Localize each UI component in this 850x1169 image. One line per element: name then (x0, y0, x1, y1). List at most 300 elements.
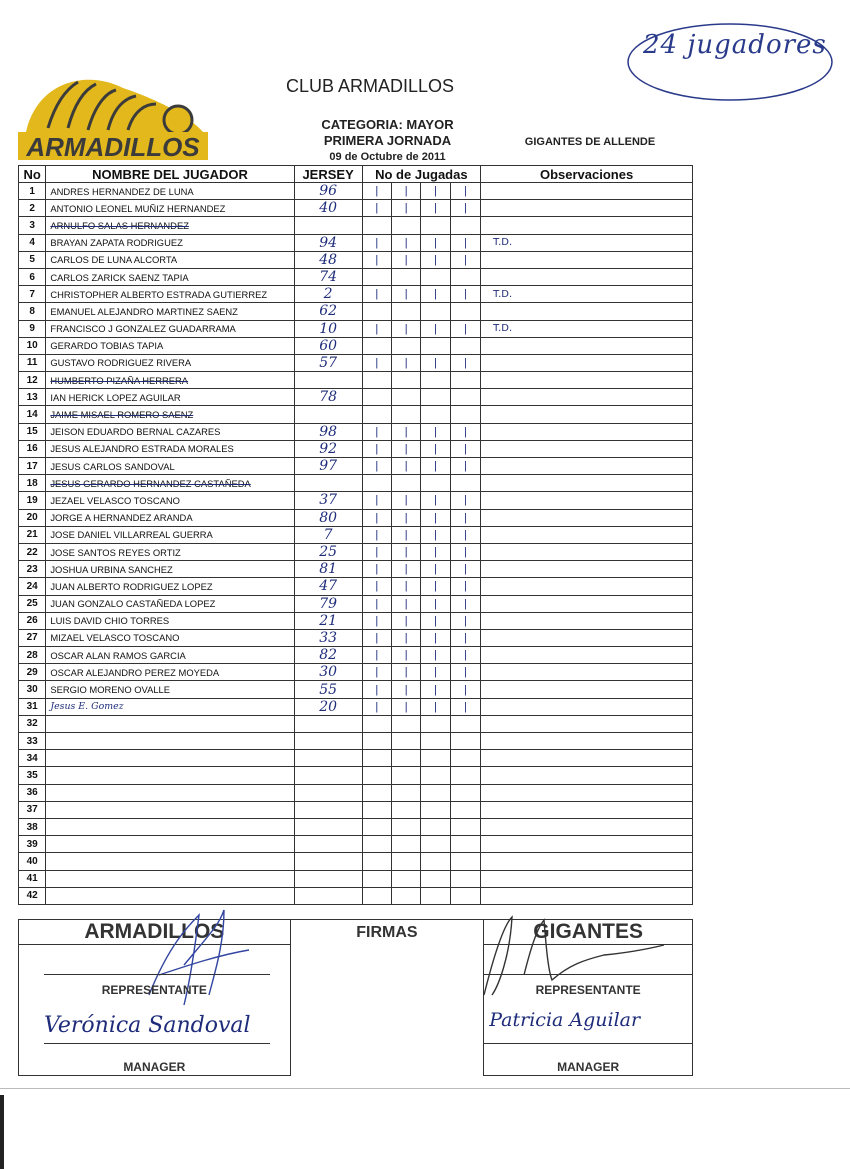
player-name: FRANCISCO J GONZALEZ GUADARRAMA (46, 320, 294, 337)
play-tally: | (450, 509, 480, 526)
player-name: JUAN ALBERTO RODRIGUEZ LOPEZ (46, 578, 294, 595)
player-name: EMANUEL ALEJANDRO MARTINEZ SAENZ (46, 303, 294, 320)
player-name: JAIME MISAEL ROMERO SAENZ (46, 406, 294, 423)
play-tally: | (450, 612, 480, 629)
row-number: 20 (19, 509, 46, 526)
play-tally (362, 303, 391, 320)
play-tally: | (450, 595, 480, 612)
play-tally (421, 406, 450, 423)
play-tally: | (362, 578, 391, 595)
jersey-number: 25 (294, 543, 362, 560)
play-tally: | (450, 629, 480, 646)
table-row (19, 183, 693, 200)
observation (481, 887, 693, 904)
jersey-number (294, 750, 362, 767)
play-tally: | (391, 681, 420, 698)
play-tally: | (450, 423, 480, 440)
jersey-number (294, 853, 362, 870)
play-tally (391, 767, 420, 784)
observation (481, 423, 693, 440)
table-row (19, 595, 693, 612)
table-row (19, 286, 693, 303)
table-header-row (19, 166, 693, 183)
play-tally: | (450, 458, 480, 475)
play-tally (450, 853, 480, 870)
play-tally: | (421, 458, 450, 475)
play-tally (391, 836, 420, 853)
play-tally: | (421, 681, 450, 698)
player-name: CARLOS DE LUNA ALCORTA (46, 251, 294, 268)
row-number: 42 (19, 887, 46, 904)
table-row (19, 784, 693, 801)
table-row (19, 836, 693, 853)
jersey-number (294, 784, 362, 801)
play-tally (450, 217, 480, 234)
observation (481, 458, 693, 475)
jersey-number: 78 (294, 389, 362, 406)
play-tally (421, 475, 450, 492)
table-row (19, 543, 693, 560)
observation (481, 629, 693, 646)
row-number: 26 (19, 612, 46, 629)
table-row (19, 509, 693, 526)
play-tally: | (391, 595, 420, 612)
player-name: GUSTAVO RODRIGUEZ RIVERA (46, 354, 294, 371)
observation (481, 853, 693, 870)
player-name: JOSE SANTOS REYES ORTIZ (46, 543, 294, 560)
jersey-number: 30 (294, 664, 362, 681)
play-tally: | (391, 698, 420, 715)
play-tally: | (391, 578, 420, 595)
right-representative-label: REPRESENTANTE (535, 983, 641, 997)
row-number: 30 (19, 681, 46, 698)
observation (481, 664, 693, 681)
play-tally: | (421, 664, 450, 681)
player-name (46, 818, 294, 835)
jersey-number (294, 887, 362, 904)
player-name (46, 767, 294, 784)
play-tally (450, 801, 480, 818)
jersey-number: 47 (294, 578, 362, 595)
row-number: 19 (19, 492, 46, 509)
signatures-label: FIRMAS (290, 920, 484, 1076)
table-row (19, 389, 693, 406)
table-row (19, 870, 693, 887)
play-tally: | (421, 492, 450, 509)
play-tally: | (391, 647, 420, 664)
table-row (19, 406, 693, 423)
observation (481, 389, 693, 406)
play-tally: | (362, 629, 391, 646)
play-tally: | (391, 526, 420, 543)
play-tally (362, 801, 391, 818)
play-tally: | (362, 354, 391, 371)
play-tally (362, 784, 391, 801)
jersey-number: 82 (294, 647, 362, 664)
play-tally (450, 733, 480, 750)
player-name (46, 887, 294, 904)
play-tally: | (421, 698, 450, 715)
play-tally: | (421, 354, 450, 371)
row-number: 4 (19, 234, 46, 251)
play-tally (391, 750, 420, 767)
handwritten-note: 24 jugadores (643, 30, 827, 60)
table-row (19, 526, 693, 543)
player-name: OSCAR ALAN RAMOS GARCIA (46, 647, 294, 664)
play-tally: | (450, 354, 480, 371)
table-row (19, 320, 693, 337)
play-tally: | (421, 561, 450, 578)
header-no: No (19, 166, 46, 183)
row-number: 38 (19, 818, 46, 835)
play-tally (362, 836, 391, 853)
observation (481, 784, 693, 801)
play-tally: | (391, 629, 420, 646)
play-tally (362, 372, 391, 389)
jersey-number: 79 (294, 595, 362, 612)
play-tally (421, 801, 450, 818)
play-tally: | (450, 526, 480, 543)
play-tally: | (421, 543, 450, 560)
play-tally: | (362, 698, 391, 715)
play-tally: | (421, 200, 450, 217)
observation (481, 406, 693, 423)
play-tally: | (450, 200, 480, 217)
observation (481, 801, 693, 818)
player-name: JEZAEL VELASCO TOSCANO (46, 492, 294, 509)
row-number: 23 (19, 561, 46, 578)
play-tally (362, 870, 391, 887)
jersey-number (294, 406, 362, 423)
table-row (19, 715, 693, 732)
player-name: JOSHUA URBINA SANCHEZ (46, 561, 294, 578)
jersey-number: 98 (294, 423, 362, 440)
header-observations: Observaciones (481, 166, 693, 183)
right-manager-line (484, 1043, 692, 1044)
player-name: JESUS CARLOS SANDOVAL (46, 458, 294, 475)
play-tally: | (391, 234, 420, 251)
player-name: SERGIO MORENO OVALLE (46, 681, 294, 698)
play-tally: | (391, 354, 420, 371)
table-row (19, 200, 693, 217)
play-tally (450, 372, 480, 389)
observation (481, 200, 693, 217)
play-tally: | (450, 183, 480, 200)
table-row (19, 440, 693, 457)
player-name: JESUS GERARDO HERNANDEZ CASTAÑEDA (46, 475, 294, 492)
play-tally (362, 389, 391, 406)
player-name: JUAN GONZALO CASTAÑEDA LOPEZ (46, 595, 294, 612)
play-tally (391, 784, 420, 801)
svg-text:ARMADILLOS: ARMADILLOS (26, 132, 200, 162)
jersey-number: 7 (294, 526, 362, 543)
play-tally: | (391, 286, 420, 303)
play-tally (450, 818, 480, 835)
observation (481, 733, 693, 750)
table-row (19, 458, 693, 475)
play-tally (421, 887, 450, 904)
player-name (46, 801, 294, 818)
player-name: LUIS DAVID CHIO TORRES (46, 612, 294, 629)
right-manager-name: Patricia Aguilar (489, 1009, 641, 1031)
table-row (19, 750, 693, 767)
table-row (19, 475, 693, 492)
play-tally (391, 870, 420, 887)
play-tally: | (450, 251, 480, 268)
left-team-label: ARMADILLOS (19, 920, 291, 945)
play-tally: | (391, 492, 420, 509)
observation (481, 715, 693, 732)
table-row (19, 647, 693, 664)
observation (481, 509, 693, 526)
right-signature-block (484, 945, 693, 1076)
play-tally (450, 337, 480, 354)
observation (481, 217, 693, 234)
table-row (19, 698, 693, 715)
header-plays: No de Jugadas (362, 166, 481, 183)
jersey-number: 60 (294, 337, 362, 354)
jersey-number (294, 475, 362, 492)
play-tally (450, 870, 480, 887)
play-tally: | (421, 526, 450, 543)
player-name (46, 715, 294, 732)
row-number: 25 (19, 595, 46, 612)
jersey-number: 57 (294, 354, 362, 371)
play-tally (421, 337, 450, 354)
row-number: 18 (19, 475, 46, 492)
play-tally: | (391, 200, 420, 217)
row-number: 22 (19, 543, 46, 560)
player-name: MIZAEL VELASCO TOSCANO (46, 629, 294, 646)
table-row (19, 612, 693, 629)
play-tally: | (362, 612, 391, 629)
play-tally: | (391, 458, 420, 475)
table-row (19, 337, 693, 354)
observation (481, 767, 693, 784)
row-number: 11 (19, 354, 46, 371)
row-number: 17 (19, 458, 46, 475)
play-tally: | (362, 681, 391, 698)
play-tally (362, 475, 391, 492)
jersey-number (294, 733, 362, 750)
player-name: HUMBERTO PIZAÑA HERRERA (46, 372, 294, 389)
observation (481, 268, 693, 285)
observation (481, 475, 693, 492)
jersey-number (294, 801, 362, 818)
observation (481, 492, 693, 509)
play-tally (391, 887, 420, 904)
row-number: 9 (19, 320, 46, 337)
play-tally: | (421, 647, 450, 664)
signature-table (18, 919, 693, 1076)
observation (481, 750, 693, 767)
observation (481, 647, 693, 664)
observation (481, 561, 693, 578)
right-manager-label: MANAGER (557, 1060, 620, 1074)
play-tally (391, 715, 420, 732)
category: CATEGORIA: MAYOR (321, 117, 454, 132)
roster-body (19, 183, 693, 905)
right-team-label: GIGANTES (484, 920, 693, 945)
left-signature-block (19, 945, 291, 1076)
play-tally (421, 303, 450, 320)
player-name (46, 750, 294, 767)
play-tally (421, 853, 450, 870)
play-tally: | (421, 183, 450, 200)
observation (481, 818, 693, 835)
row-number: 34 (19, 750, 46, 767)
player-name (46, 784, 294, 801)
play-tally: | (362, 183, 391, 200)
row-number: 29 (19, 664, 46, 681)
row-number: 24 (19, 578, 46, 595)
play-tally: | (362, 526, 391, 543)
play-tally (391, 801, 420, 818)
row-number: 8 (19, 303, 46, 320)
jersey-number: 62 (294, 303, 362, 320)
row-number: 15 (19, 423, 46, 440)
play-tally (421, 870, 450, 887)
table-row (19, 853, 693, 870)
play-tally: | (450, 561, 480, 578)
play-tally (421, 389, 450, 406)
observation (481, 251, 693, 268)
row-number: 3 (19, 217, 46, 234)
play-tally: | (450, 698, 480, 715)
match-date: 09 de Octubre de 2011 (329, 151, 446, 163)
club-title: CLUB ARMADILLOS (285, 76, 455, 96)
row-number: 40 (19, 853, 46, 870)
observation (481, 183, 693, 200)
armadillos-logo (18, 70, 213, 165)
observation (481, 578, 693, 595)
table-row (19, 561, 693, 578)
player-name (46, 836, 294, 853)
play-tally (391, 217, 420, 234)
play-tally (421, 372, 450, 389)
play-tally (450, 784, 480, 801)
play-tally: | (391, 183, 420, 200)
jersey-number: 37 (294, 492, 362, 509)
play-tally (362, 715, 391, 732)
row-number: 6 (19, 268, 46, 285)
play-tally (450, 750, 480, 767)
jersey-number: 92 (294, 440, 362, 457)
play-tally (421, 268, 450, 285)
jersey-number: 55 (294, 681, 362, 698)
row-number: 13 (19, 389, 46, 406)
play-tally (391, 475, 420, 492)
play-tally: | (391, 543, 420, 560)
player-name: IAN HERICK LOPEZ AGUILAR (46, 389, 294, 406)
play-tally (391, 733, 420, 750)
jersey-number: 97 (294, 458, 362, 475)
roster-table (18, 165, 693, 905)
play-tally: | (391, 320, 420, 337)
play-tally: | (450, 681, 480, 698)
play-tally: | (450, 578, 480, 595)
jersey-number: 74 (294, 268, 362, 285)
observation: T.D. (481, 320, 693, 337)
observation (481, 303, 693, 320)
play-tally (362, 750, 391, 767)
play-tally (362, 853, 391, 870)
play-tally (391, 818, 420, 835)
table-row (19, 268, 693, 285)
jersey-number: 96 (294, 183, 362, 200)
play-tally: | (421, 612, 450, 629)
table-row (19, 492, 693, 509)
play-tally (391, 303, 420, 320)
play-tally (391, 372, 420, 389)
play-tally (450, 303, 480, 320)
observation (481, 337, 693, 354)
header-jersey: JERSEY (294, 166, 362, 183)
play-tally (391, 406, 420, 423)
jersey-number: 10 (294, 320, 362, 337)
play-tally (362, 337, 391, 354)
row-number: 28 (19, 647, 46, 664)
play-tally (362, 887, 391, 904)
play-tally: | (362, 251, 391, 268)
play-tally (450, 767, 480, 784)
play-tally (421, 767, 450, 784)
table-row (19, 767, 693, 784)
row-number: 12 (19, 372, 46, 389)
play-tally: | (421, 234, 450, 251)
row-number: 41 (19, 870, 46, 887)
player-name (46, 733, 294, 750)
jersey-number (294, 836, 362, 853)
row-number: 35 (19, 767, 46, 784)
player-name: JEISON EDUARDO BERNAL CAZARES (46, 423, 294, 440)
play-tally: | (362, 543, 391, 560)
left-manager-label: MANAGER (123, 1060, 186, 1074)
table-row (19, 234, 693, 251)
observation (481, 354, 693, 371)
play-tally (450, 715, 480, 732)
player-name: ANDRES HERNANDEZ DE LUNA (46, 183, 294, 200)
jersey-number: 94 (294, 234, 362, 251)
jersey-number (294, 870, 362, 887)
round: PRIMERA JORNADA (323, 133, 452, 148)
jersey-number: 20 (294, 698, 362, 715)
player-name: JOSE DANIEL VILLARREAL GUERRA (46, 526, 294, 543)
left-manager-line (44, 1043, 270, 1044)
play-tally: | (391, 423, 420, 440)
observation (481, 440, 693, 457)
play-tally: | (362, 423, 391, 440)
play-tally (391, 268, 420, 285)
observation (481, 698, 693, 715)
row-number: 39 (19, 836, 46, 853)
play-tally: | (391, 664, 420, 681)
play-tally: | (362, 440, 391, 457)
observation (481, 681, 693, 698)
play-tally (362, 733, 391, 750)
table-row (19, 733, 693, 750)
row-number: 27 (19, 629, 46, 646)
jersey-number: 40 (294, 200, 362, 217)
player-name: BRAYAN ZAPATA RODRIGUEZ (46, 234, 294, 251)
row-number: 14 (19, 406, 46, 423)
play-tally: | (450, 440, 480, 457)
play-tally: | (450, 286, 480, 303)
player-name: Jesus E. Gomez (46, 698, 294, 715)
player-name: CHRISTOPHER ALBERTO ESTRADA GUTIERREZ (46, 286, 294, 303)
row-number: 37 (19, 801, 46, 818)
jersey-number: 33 (294, 629, 362, 646)
